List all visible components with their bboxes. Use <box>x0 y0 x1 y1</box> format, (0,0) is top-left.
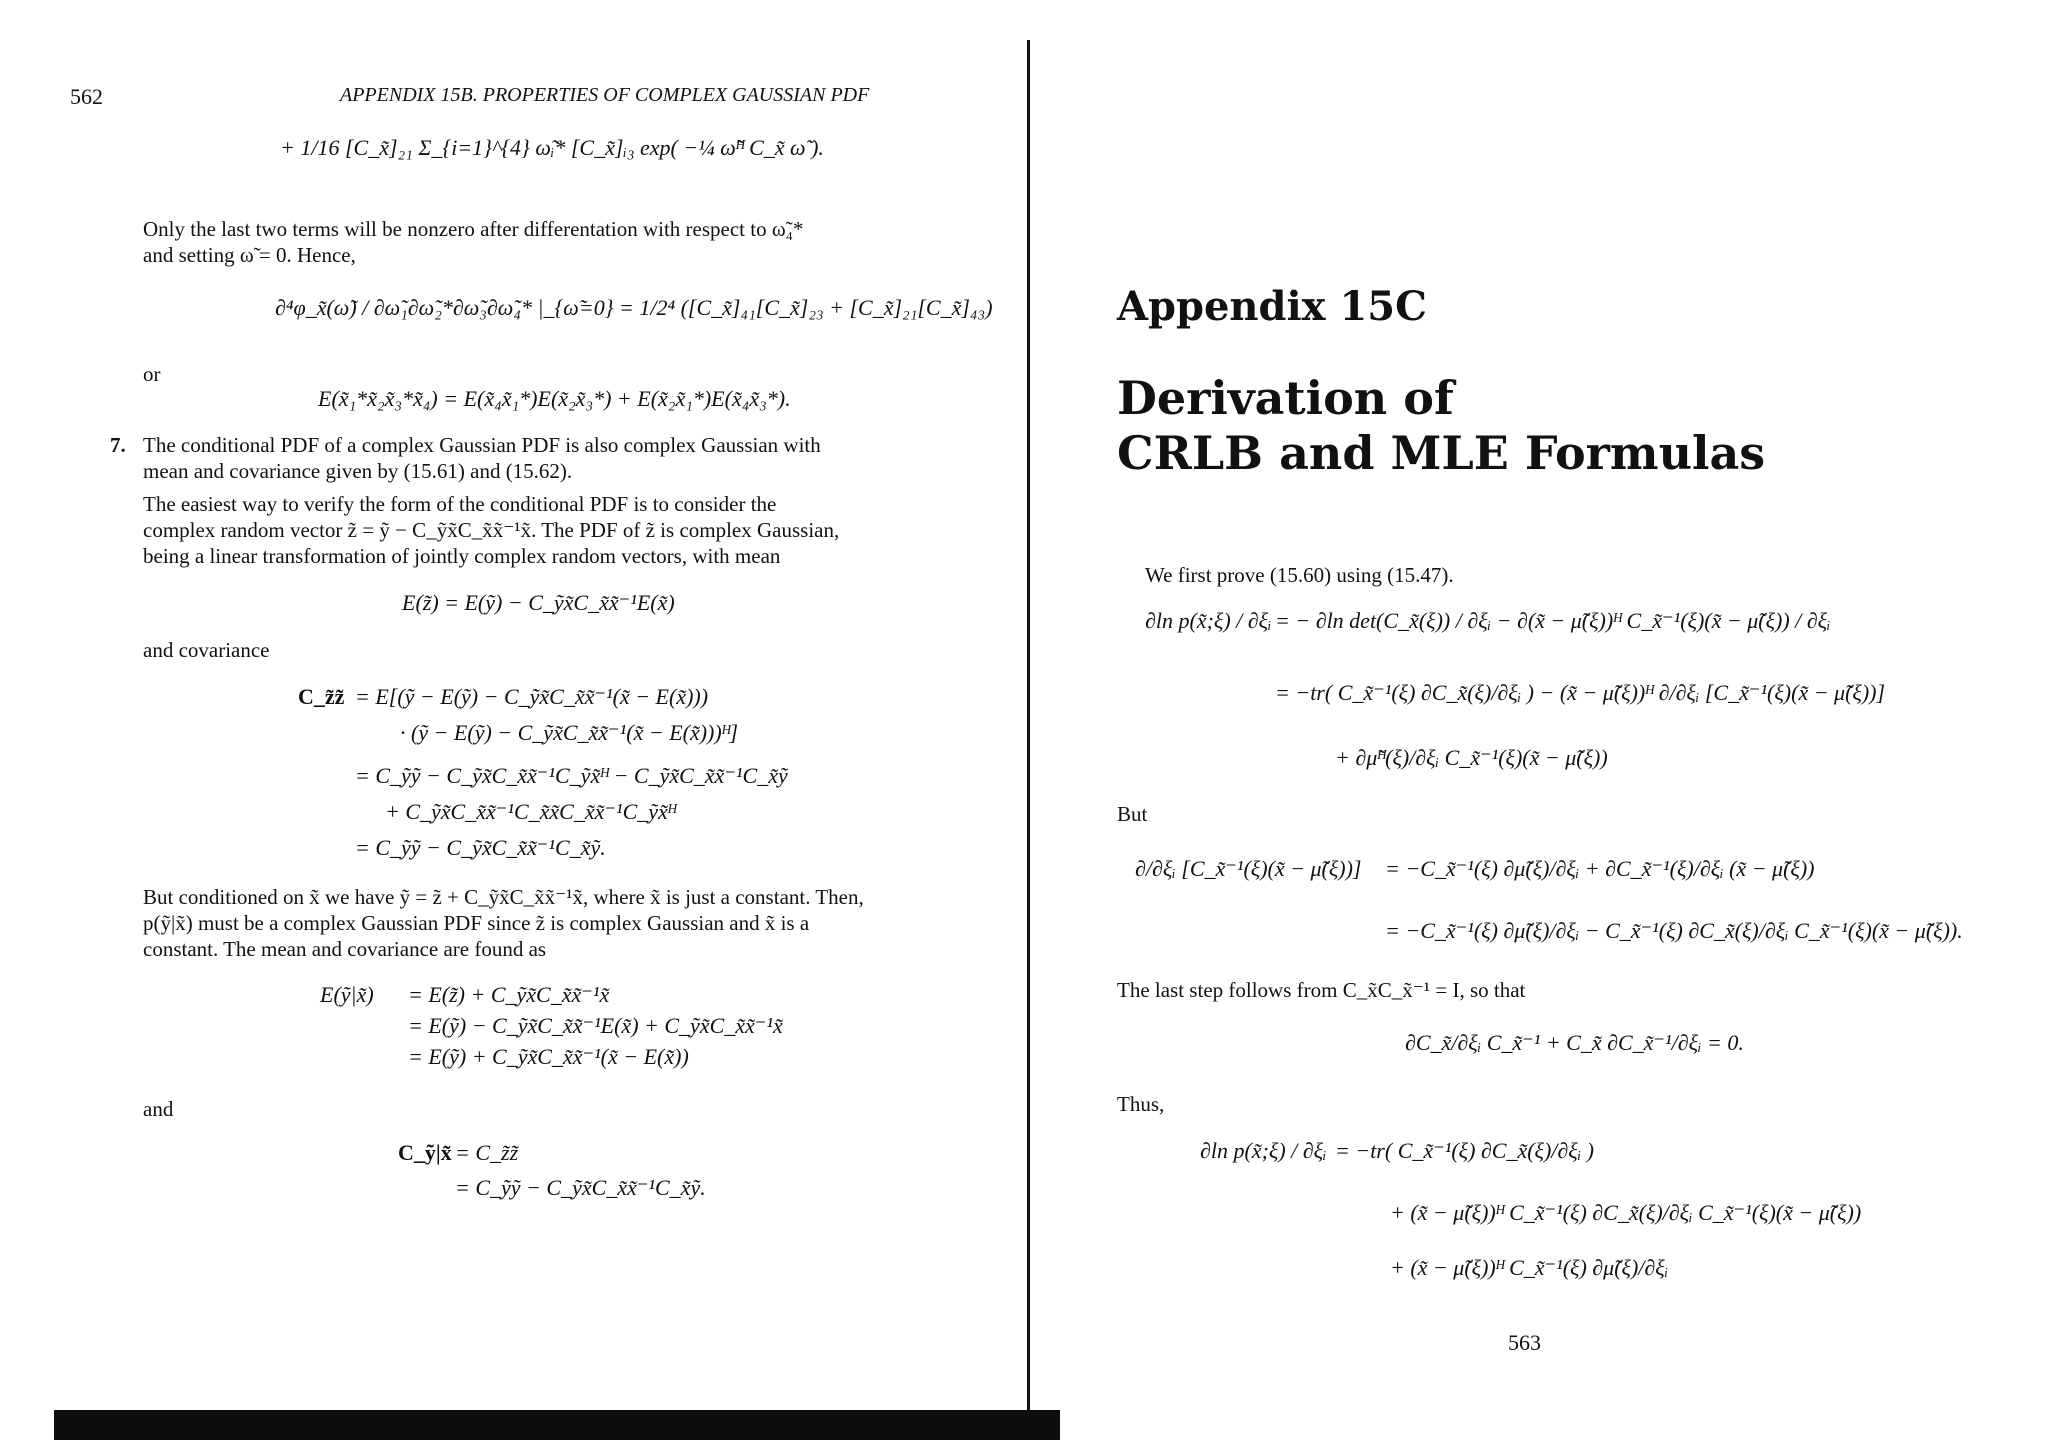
equation-lhs: C_z̃z̃ <box>298 684 345 709</box>
equation-line: = E(z̃) + C_ỹx̃C_x̃x̃⁻¹x̃ <box>408 982 610 1007</box>
label-thus: Thus, <box>1117 1092 1165 1116</box>
equation-line: = −C_x̃⁻¹(ξ) ∂μ̃(ξ)/∂ξᵢ − C_x̃⁻¹(ξ) ∂C_x̃(ξ)/∂ξᵢ C_x̃⁻¹(ξ)(x̃ − μ̃(ξ)). <box>1385 918 1963 943</box>
equation-fourth-derivative: ∂⁴φ_x̃(ω̃) / ∂ω̃₁∂ω̃₂*∂ω̃₃∂ω̃₄* |_{ω̃=0} = 1/2⁴ ([C_x̃]₄₁[C_x̃]₂₃ + [C_x̃]₂₁[C_x̃]₄₃) <box>275 295 993 320</box>
paragraph-line: and setting ω̃ = 0. Hence, <box>143 243 356 267</box>
equation-lhs: ∂/∂ξᵢ [C_x̃⁻¹(ξ)(x̃ − μ̃(ξ))] <box>1135 856 1362 881</box>
paragraph-line: constant. The mean and covariance are found as <box>143 937 547 961</box>
paragraph-line: being a linear transformation of jointly complex random vectors, with mean <box>143 544 781 568</box>
item-number: 7. <box>110 433 126 457</box>
paragraph-line: But conditioned on x̃ we have ỹ = z̃ + C_ỹx̃C_x̃x̃⁻¹x̃, where x̃ is just a constant. Then, <box>143 885 864 909</box>
scan-bottom-bar <box>54 1410 1060 1440</box>
chapter-title-line: Derivation of <box>1117 371 1454 425</box>
equation-line: = −C_x̃⁻¹(ξ) ∂μ̃(ξ)/∂ξᵢ + ∂C_x̃⁻¹(ξ)/∂ξᵢ (x̃ − μ̃(ξ)) <box>1385 856 1815 881</box>
equation-line: = −tr( C_x̃⁻¹(ξ) ∂C_x̃(ξ)/∂ξᵢ ) − (x̃ − μ̃(ξ))ᴴ ∂/∂ξᵢ [C_x̃⁻¹(ξ)(x̃ − μ̃(ξ))] <box>1275 680 1886 705</box>
equation-line: · (ỹ − E(ỹ) − C_ỹx̃C_x̃x̃⁻¹(x̃ − E(x̃)))ᴴ] <box>400 720 739 745</box>
appendix-label: Appendix 15C <box>1117 283 1427 330</box>
equation-lhs: ∂ln p(x̃;ξ) / ∂ξᵢ <box>1145 608 1272 633</box>
equation-line: = C_ỹỹ − C_ỹx̃C_x̃x̃⁻¹C_x̃ỹ. <box>455 1175 706 1200</box>
equation-mean-z: E(z̃) = E(ỹ) − C_ỹx̃C_x̃x̃⁻¹E(x̃) <box>402 590 675 615</box>
label-or: or <box>143 362 161 386</box>
equation-line: = E(ỹ) − C_ỹx̃C_x̃x̃⁻¹E(x̃) + C_ỹx̃C_x̃x̃⁻¹x̃ <box>408 1013 783 1038</box>
equation-line: = C_z̃z̃ <box>455 1140 519 1165</box>
page-number-right: 563 <box>1508 1330 1541 1355</box>
label-and: and <box>143 1097 174 1121</box>
paragraph-line: complex random vector z̃ = ỹ − C_ỹx̃C_x̃x̃⁻¹x̃. The PDF of z̃ is complex Gaussian, <box>143 518 840 542</box>
page-number-left: 562 <box>70 84 103 109</box>
equation-moment: E(x̃₁*x̃₂x̃₃*x̃₄) = E(x̃₄x̃₁*)E(x̃₂x̃₃*) + E(x̃₂x̃₁*)E(x̃₄x̃₃*). <box>318 386 791 411</box>
equation-line: = −tr( C_x̃⁻¹(ξ) ∂C_x̃(ξ)/∂ξᵢ ) <box>1335 1138 1595 1163</box>
item-line: The conditional PDF of a complex Gaussian PDF is also complex Gaussian with <box>143 433 821 457</box>
equation-line: + (x̃ − μ̃(ξ))ᴴ C_x̃⁻¹(ξ) ∂μ̃(ξ)/∂ξᵢ <box>1390 1255 1669 1280</box>
equation-lhs: E(ỹ|x̃) <box>320 982 374 1007</box>
running-head: APPENDIX 15B. PROPERTIES OF COMPLEX GAUSSIAN PDF <box>340 84 870 106</box>
paragraph-line: The last step follows from C_x̃C_x̃⁻¹ = I, so that <box>1117 978 1526 1002</box>
label-and-covariance: and covariance <box>143 638 270 662</box>
equation-line: = E[(ỹ − E(ỹ) − C_ỹx̃C_x̃x̃⁻¹(x̃ − E(x̃))) <box>355 684 709 709</box>
intro-text: We first prove (15.60) using (15.47). <box>1145 563 1454 587</box>
equation-line: = − ∂ln det(C_x̃(ξ)) / ∂ξᵢ − ∂(x̃ − μ̃(ξ))ᴴ C_x̃⁻¹(ξ)(x̃ − μ̃(ξ)) / ∂ξᵢ <box>1275 608 1831 633</box>
equation-line: = E(ỹ) + C_ỹx̃C_x̃x̃⁻¹(x̃ − E(x̃)) <box>408 1044 689 1069</box>
equation-line: + ∂μ̃ᴴ(ξ)/∂ξᵢ C_x̃⁻¹(ξ)(x̃ − μ̃(ξ)) <box>1335 745 1608 770</box>
equation-line: = C_ỹỹ − C_ỹx̃C_x̃x̃⁻¹C_x̃ỹ. <box>355 835 606 860</box>
item-line: mean and covariance given by (15.61) and (15.62). <box>143 459 573 483</box>
label-but: But <box>1117 802 1148 826</box>
page-gutter-line <box>1027 40 1030 1425</box>
equation-line: + (x̃ − μ̃(ξ))ᴴ C_x̃⁻¹(ξ) ∂C_x̃(ξ)/∂ξᵢ C_x̃⁻¹(ξ)(x̃ − μ̃(ξ)) <box>1390 1200 1862 1225</box>
equation-lhs: C_ỹ|x̃ <box>398 1140 452 1165</box>
paragraph-line: Only the last two terms will be nonzero after differentation with respect to ω̃₄* <box>143 217 804 241</box>
chapter-title-line: CRLB and MLE Formulas <box>1117 426 1766 480</box>
equation-line: + C_ỹx̃C_x̃x̃⁻¹C_x̃x̃C_x̃x̃⁻¹C_ỹx̃ᴴ <box>385 799 676 824</box>
equation-lhs: ∂ln p(x̃;ξ) / ∂ξᵢ <box>1200 1138 1327 1163</box>
equation-line: = C_ỹỹ − C_ỹx̃C_x̃x̃⁻¹C_ỹx̃ᴴ − C_ỹx̃C_x̃x̃⁻¹C_x̃ỹ <box>355 763 788 788</box>
paragraph-line: p(ỹ|x̃) must be a complex Gaussian PDF since z̃ is complex Gaussian and x̃ is a <box>143 911 810 935</box>
equation-top: + 1/16 [C_x̃]₂₁ Σ_{i=1}^{4} ω̃ᵢ* [C_x̃]ᵢ₃ exp( −¼ ω̃ᴴ C_x̃ ω̃ ). <box>280 135 824 160</box>
equation-identity: ∂C_x̃/∂ξᵢ C_x̃⁻¹ + C_x̃ ∂C_x̃⁻¹/∂ξᵢ = 0. <box>1405 1030 1744 1055</box>
paragraph-line: The easiest way to verify the form of the conditional PDF is to consider the <box>143 492 777 516</box>
